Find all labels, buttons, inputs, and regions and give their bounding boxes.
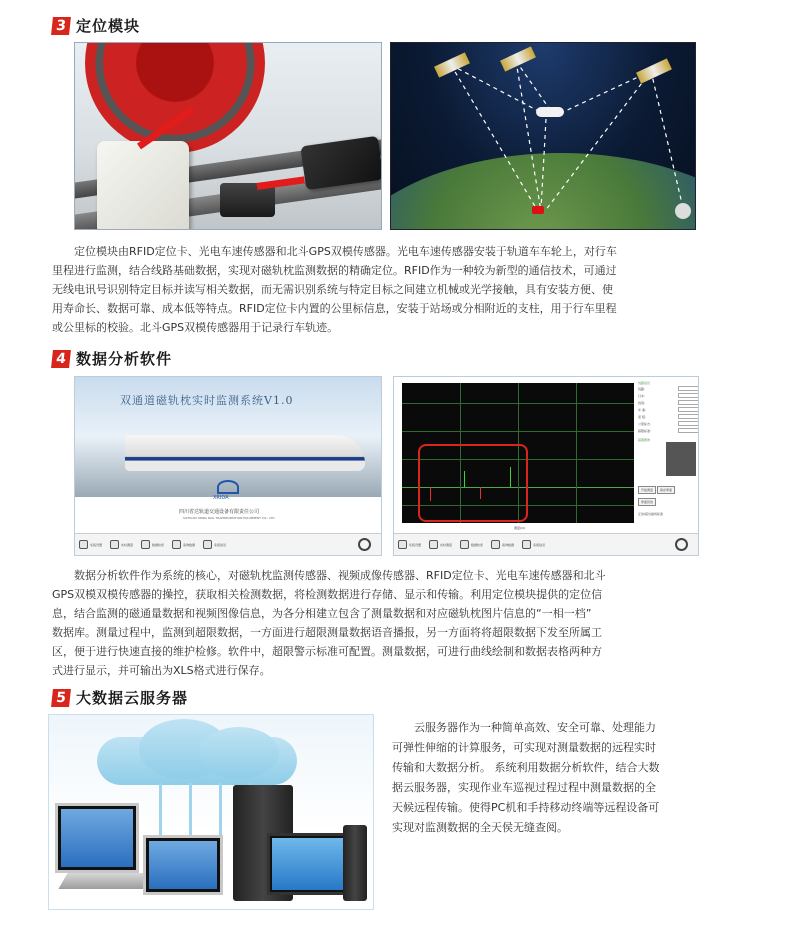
toolbar-item[interactable]: 查询数据 [491, 540, 514, 549]
overlimit-image-preview [666, 442, 696, 476]
company-name-en: SICHUAN XINDA RAIL TRANSPORTATION EQUIPMENT CO., LTD [183, 516, 275, 520]
mileage-field[interactable] [678, 414, 699, 419]
kilometer-field[interactable] [678, 421, 699, 426]
vehicle-icon [532, 206, 544, 214]
search-icon [141, 540, 150, 549]
line-field[interactable] [678, 386, 699, 391]
threshold-field[interactable] [678, 428, 699, 433]
toolbar-item[interactable]: 实时测量 [110, 540, 133, 549]
grid-line [576, 383, 577, 523]
rfid-installation-photo [74, 42, 382, 230]
replay-button[interactable]: 界面回放 [638, 498, 656, 506]
toolbar-item[interactable]: 查询数据 [172, 540, 195, 549]
save-screen-button[interactable]: 保存界面 [657, 486, 675, 494]
high-speed-train-image [125, 435, 365, 471]
section-5-header [52, 687, 188, 708]
satellite-dish-icon [675, 203, 691, 219]
section-number-badge: 4 [51, 350, 71, 368]
direction-field[interactable] [678, 393, 699, 398]
toolbar-item[interactable]: 系统信息 [522, 540, 545, 549]
power-icon[interactable] [358, 538, 371, 551]
status-text: 正常/超出磁场标准 [638, 512, 664, 516]
software-toolbar [75, 533, 381, 555]
info-icon [203, 540, 212, 549]
speed-field[interactable] [678, 407, 699, 412]
settings-icon [79, 540, 88, 549]
section-4-paragraph: 数据分析软件作为系统的核心，对磁轨枕监测传感器、视频成像传感器、RFID定位卡、光电车速传感器和北斗 GPS双模双模传感器的操控，获取相关检测数据，将检测数据进行存储、显示和传输。利用定位模块提供的定位信 息，结合监测的磁通量数据和视频图像信息，为各分相建立包含了测量数据和对应磁轨枕图片信息的“一相一档” 数据库。测量过程中，监测到超限数据，一方面进行超限测量数据语音播报，另一方面将将超限数据下发至所属工 区，便于进行快速直接的维护检修。软件中，超限警示标准可配置。测量数据，可进行曲线绘制和数据表格两种方 式进行显示，并可输出为XLS格式进行保存。 [52, 569, 606, 677]
section-4-header [52, 348, 172, 369]
software-title: 双通道磁轨枕实时监测系统V1.0 [120, 394, 294, 407]
section-title: 定位模块 [76, 17, 141, 35]
signal-spike [510, 467, 511, 487]
measurement-side-panel: 线路信息 线路: 行车: 线别: 车 速: 里 程: 公里标志: 超限标准: 超限图像 开始测量 保存界面 界面回放 正常/超出磁场标准 [638, 381, 699, 521]
section-5-paragraph: 云服务器作为一种简单高效、安全可靠、处理能力 可弹性伸缩的计算服务，可实现对测量数据的远程实时 传输和大数据分析。 系统利用数据分析软件，结合大数 据云服务器，实现作业车巡视过程过程中测量数据的全 天候远程传输。使得PC机和手持移动终端等远程设备可 实现对监测数据的全天侯无缝查阅。 [392, 721, 660, 834]
section-number-badge: 5 [51, 689, 71, 707]
measure-icon [429, 540, 438, 549]
laptop-icon [55, 803, 139, 873]
track-field[interactable] [678, 400, 699, 405]
cloud-icon [199, 727, 279, 779]
query-icon [491, 540, 500, 549]
toolbar-item[interactable]: 数据检索 [460, 540, 483, 549]
monitor-icon [267, 833, 349, 895]
waveform-display [402, 383, 634, 523]
rfid-reader-device [97, 141, 189, 230]
software-measurement-screenshot [393, 376, 699, 556]
signal-spike [430, 487, 431, 501]
satellite-positioning-image [390, 42, 696, 230]
company-name-cn: 四川省达轨道交通设备有限责任公司 [179, 509, 260, 515]
highlight-frame [418, 444, 528, 522]
toolbar-item[interactable]: 系统设置 [398, 540, 421, 549]
power-icon[interactable] [675, 538, 688, 551]
toolbar-item[interactable]: 实时测量 [429, 540, 452, 549]
start-measure-button[interactable]: 开始测量 [638, 486, 656, 494]
toolbar-item[interactable]: 系统信息 [203, 540, 226, 549]
toolbar-item[interactable]: 数据检索 [141, 540, 164, 549]
company-logo-icon [217, 480, 239, 494]
query-icon [172, 540, 181, 549]
toolbar-item[interactable]: 系统设置 [79, 540, 102, 549]
desktop-tower-icon [343, 825, 367, 901]
software-toolbar [394, 533, 698, 555]
section-title: 数据分析软件 [76, 350, 173, 368]
section-title: 大数据云服务器 [76, 689, 189, 707]
search-icon [460, 540, 469, 549]
company-logo-text: XRIDA [213, 495, 229, 501]
settings-icon [398, 540, 407, 549]
signal-spike [464, 471, 465, 487]
signal-spike [480, 487, 481, 499]
cloud-server-illustration [48, 714, 374, 910]
axis-label: 测量(m) [514, 526, 526, 530]
airplane-icon [536, 107, 564, 117]
software-splash-screenshot [74, 376, 382, 556]
info-icon [522, 540, 531, 549]
measure-icon [110, 540, 119, 549]
section-3-header [52, 15, 140, 36]
section-3-paragraph: 定位模块由RFID定位卡、光电车速传感器和北斗GPS双模传感器。光电车速传感器安装于轨道车车轮上，对行车 里程进行监测，结合线路基础数据，实现对磁轨枕监测数据的精确定位。RFID作为一种较为新型的通信技术，可通过 无线电讯号识别特定目标并读写相关数据，而无需识别系统与特定目标之间建立机械或光学接触，具有安装方便、使 用寿命长、数据可靠、成本低等特点。RFID定位卡内置的公里标信息，安装于站场或分相附近的支柱，用于行车里程 或公里标的校验。北斗GPS双模传感器用于记录行车轨迹。 [52, 245, 617, 334]
train-wheel [85, 42, 265, 153]
section-number-badge: 3 [51, 17, 71, 35]
laptop-icon [143, 835, 223, 895]
